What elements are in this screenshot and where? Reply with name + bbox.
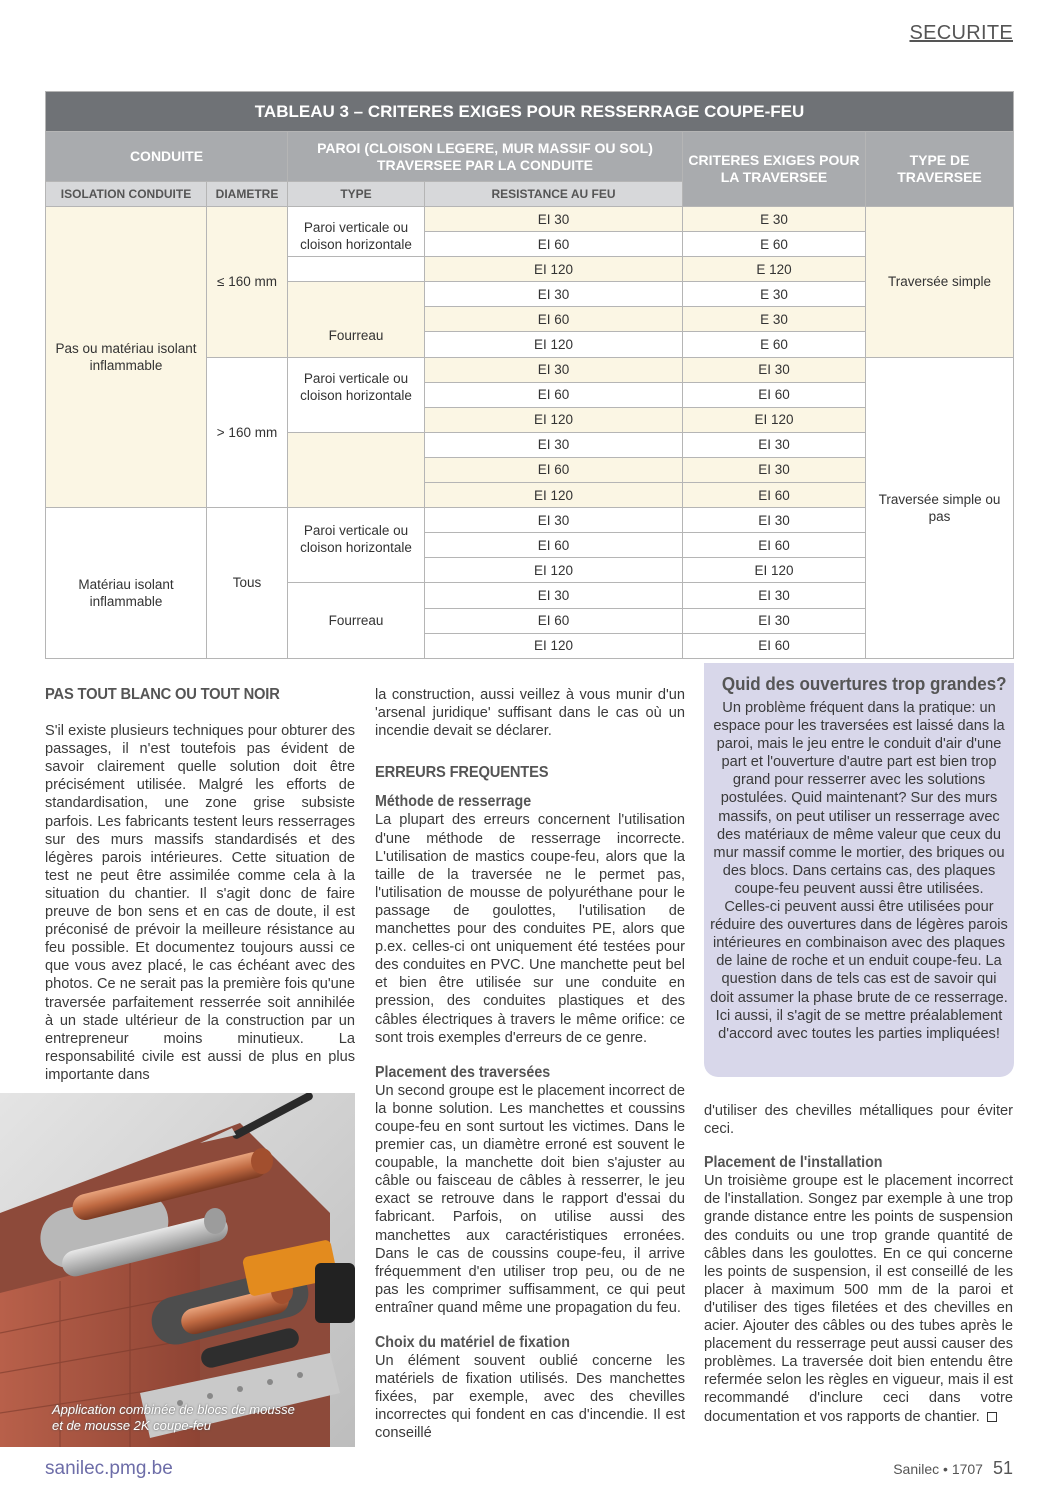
table-cell: EI 60 [425, 608, 683, 633]
header-isolation: ISOLATION CONDUITE [46, 182, 207, 207]
paragraph-intro: S'il existe plusieurs techniques pour obturer des passages, il n'est toutefois pas évident de savoir clairement quelle solution doit être précisément utilisée. Malgré les efforts de standardisation, une zone grise subsiste parfois. Les fabricants testent leurs resserrages sur des murs massifs standardisés et des légères parois intérieures. Cette situation de test ne peut être assimilée comme cela à la situation du chantier. Il s'agit donc de faire preuve de bon sens et en cas de doute, il est préconisé de prévoir la meilleure résistance au feu possible. Et documentez toujours aussi ce que vous avez placé, le cas échéant avec des photos. Ce ne serait pas la première fois qu'une traversée parfaitement resserrée soit annihilée à un stade ultérieur de la construction par un entrepreneur moins minutieux. La responsabilité civile est aussi de plus en plus importante dans [45, 723, 355, 1083]
table-cell: EI 60 [425, 232, 683, 257]
table-cell: EI 60 [425, 533, 683, 558]
cell-type-paroi: Paroi verticale ou cloison horizontale [288, 357, 425, 432]
table-cell: EI 30 [683, 457, 866, 482]
table-cell: E 30 [683, 207, 866, 232]
paragraph-placement-installation: Un troisième groupe est le placement incorrect de l'installation. Songez par exemple à une trop grande distance entre les points de suspension des conduits ou une trop grande quantité de câbles dans les goulottes. En ce qui concerne les points de suspension, il est conseillé de les placer à maximum 500 mm de la paroi et d'utiliser des tiges filetées et des chevilles en acier. Ajouter des câbles ou des tubes après le placement du resserrage peut aussi causer des problèmes. La traversée doit bien entendu être refermée selon les règles en vigueur, mais il est recommandé d'inclure ceci dans votre documentation et vos rapports de chantier. [704, 1173, 1013, 1425]
subheading-fixation: Choix du matériel de fixation [375, 1334, 570, 1351]
cell-diametre-a: ≤ 160 mm [207, 207, 288, 358]
article-column-3 [704, 1102, 1013, 1426]
table-cell: EI 60 [425, 382, 683, 407]
table-cell: EI 30 [425, 432, 683, 457]
caption-line-1: Application combinée de blocs de mousse [52, 1402, 295, 1417]
paragraph-intro-cont: la construction, aussi veillez à vous munir d'un 'arsenal juridique' suffisant dans le cas où un incendie devait se déclarer. [375, 687, 685, 740]
table-cell: EI 60 [683, 382, 866, 407]
table-cell: EI 120 [425, 332, 683, 357]
paragraph-fixation: Un élément souvent oublié concerne les matériels de fixation utilisés. Des manchettes fixées, par exemple, avec des chevilles incorrectes qui fondent en cas d'incendie. Il est conseillé [375, 1353, 685, 1442]
page-number: 51 [992, 1458, 1013, 1478]
header-diametre: DIAMETRE [207, 182, 288, 207]
table-cell: EI 30 [683, 357, 866, 382]
table-cell: EI 60 [683, 533, 866, 558]
article-column-1 [45, 686, 355, 1084]
table-cell: EI 120 [425, 483, 683, 508]
cell-type-empty [288, 257, 425, 282]
heading-erreurs: ERREURS FREQUENTES [375, 764, 549, 782]
criteria-table [45, 91, 1013, 659]
table-cell: EI 60 [425, 307, 683, 332]
header-paroi: PAROI (CLOISON LEGERE, MUR MASSIF OU SOL) TRAVERSEE PAR LA CONDUITE [288, 132, 683, 182]
paragraph-methode: La plupart des erreurs concernent l'utilisation d'une méthode de resserrage incorrecte. L'utilisation de mastics coupe-feu, alors que la taille de la traversée ne le permet pas, l'utilisation de mousse de polyuréthane pour le passage de goulottes, l'utilisation de manchettes pour des conduites PE, alors que p.ex. celles-ci ont uniquement été testées pour des conduites en PVC. Une manchette peut bel et bien être utilisée sur une conduite en pression, des conduites plastiques et des câbles électriques à travers le même orifice: ce sont trois exemples d'erreurs de ce genre. [375, 812, 685, 1046]
table-cell: EI 120 [683, 558, 866, 583]
cell-isolation-b: Matériau isolant inflammable [46, 508, 207, 659]
table-cell: EI 120 [683, 407, 866, 432]
product-photo [0, 1093, 355, 1447]
table-cell: EI 30 [683, 583, 866, 608]
cell-type-paroi: Paroi verticale ou cloison horizontale [288, 508, 425, 583]
photo-caption [52, 1402, 295, 1434]
cell-type-fourreau: Fourreau [288, 282, 425, 357]
table-cell: E 30 [683, 307, 866, 332]
cell-type-paroi: Paroi verticale ou cloison horizontale [288, 207, 425, 257]
table-cell: EI 30 [425, 583, 683, 608]
cell-traversee-a: Traversée simple [866, 207, 1014, 358]
table-cell: EI 30 [683, 608, 866, 633]
table-cell: EI 30 [683, 432, 866, 457]
table-cell: EI 30 [683, 508, 866, 533]
subheading-placement-installation: Placement de l'installation [704, 1154, 883, 1172]
table-cell: EI 60 [425, 457, 683, 482]
subheading-methode: Méthode de resserrage [375, 793, 532, 811]
section-tag: SECURITE [909, 22, 1013, 44]
table-cell: EI 30 [425, 357, 683, 382]
sidebar-box [704, 663, 1014, 1077]
footer-issue-label: Sanilec • 1707 [893, 1461, 983, 1477]
footer-issue [893, 1458, 1013, 1479]
box-text: Un problème fréquent dans la pratique: un espace pour les traversées est laissé dans la paroi, mais le jeu entre le conduit d'air d'une part et l'ouverture d'autre part est bien trop grand pour resserrer avec les solutions postulées. Quid maintenant? Sur des murs massifs, on peut utiliser un resserrage avec des matériaux de même valeur que ceux du mur massif comme le mortier, des briques ou des blocs. Dans certains cas, des plaques coupe-feu peuvent aussi être utilisées. Celles-ci peuvent aussi être utilisées pour réduire des ouvertures dans de légères parois intérieures en combinaison avec des plaques de laine de roche et un enduit coupe-feu. La question dans de tels cas est de savoir qui doit assumer la phase brute de ce resserrage. Ici aussi, il s'agit de se mettre préalablement d'accord avec toutes les parties impliquées! [710, 700, 1008, 1042]
cell-diametre-b: > 160 mm [207, 357, 288, 508]
cell-isolation-a: Pas ou matériau isolant inflammable [46, 207, 207, 508]
table-cell: EI 30 [425, 207, 683, 232]
heading-pas-tout-blanc: PAS TOUT BLANC OU TOUT NOIR [45, 686, 280, 703]
cell-type-fourreau: Fourreau [288, 583, 425, 658]
table-cell: E 60 [683, 332, 866, 357]
table-cell: EI 60 [683, 633, 866, 658]
header-conduite: CONDUITE [46, 132, 288, 182]
end-of-article-icon [987, 1412, 997, 1422]
box-title: Quid des ouvertures trop grandes? [721, 673, 1007, 694]
footer-website[interactable]: sanilec.pmg.be [45, 1458, 173, 1479]
header-type-traversee: TYPE DE TRAVERSEE [866, 132, 1014, 207]
paragraph-fixation-cont: d'utiliser des chevilles métalliques pour éviter ceci. [704, 1103, 1013, 1138]
table-cell: E 120 [683, 257, 866, 282]
caption-line-2: et de mousse 2K coupe-feu [52, 1418, 211, 1433]
table-cell: E 60 [683, 232, 866, 257]
table-cell: EI 60 [683, 483, 866, 508]
header-type: TYPE [288, 182, 425, 207]
paragraph-placement-traversees: Un second groupe est le placement incorrect de la bonne solution. Les manchettes et coussins coupe-feu en sont surtout les victimes. Dans le premier cas, un diamètre erroné est souvent le coupable, la manchette doit bien s'ajuster au câble ou faisceau de câbles à resserrer, le jeu exact se retrouve dans le rapport d'essai du fabricant. Parfois, on utilise aussi des manchettes aux caractéristiques erronées. Dans le cas de coussins coupe-feu, il arrive fréquemment d'en utiliser trop peu, ou de ne pas les comprimer suffisamment, ce qui peut entraîner quand même une propagation du feu. [375, 1082, 685, 1316]
table-cell: EI 30 [425, 508, 683, 533]
header-criteres: CRITERES EXIGES POUR LA TRAVERSEE [683, 132, 866, 207]
table-cell: EI 120 [425, 558, 683, 583]
table-title: TABLEAU 3 – CRITERES EXIGES POUR RESSERRAGE COUPE-FEU [46, 92, 1014, 132]
table-cell: EI 120 [425, 633, 683, 658]
subheading-placement-traversees: Placement des traversées [375, 1063, 551, 1081]
cell-diametre-c: Tous [207, 508, 288, 659]
table-cell: EI 120 [425, 407, 683, 432]
header-resistance: RESISTANCE AU FEU [425, 182, 683, 207]
cell-type-empty [288, 432, 425, 507]
cell-traversee-b: Traversée simple ou pas [866, 357, 1014, 658]
table-cell: EI 30 [425, 282, 683, 307]
table-cell: E 30 [683, 282, 866, 307]
article-column-2 [375, 686, 685, 1443]
table-cell: EI 120 [425, 257, 683, 282]
